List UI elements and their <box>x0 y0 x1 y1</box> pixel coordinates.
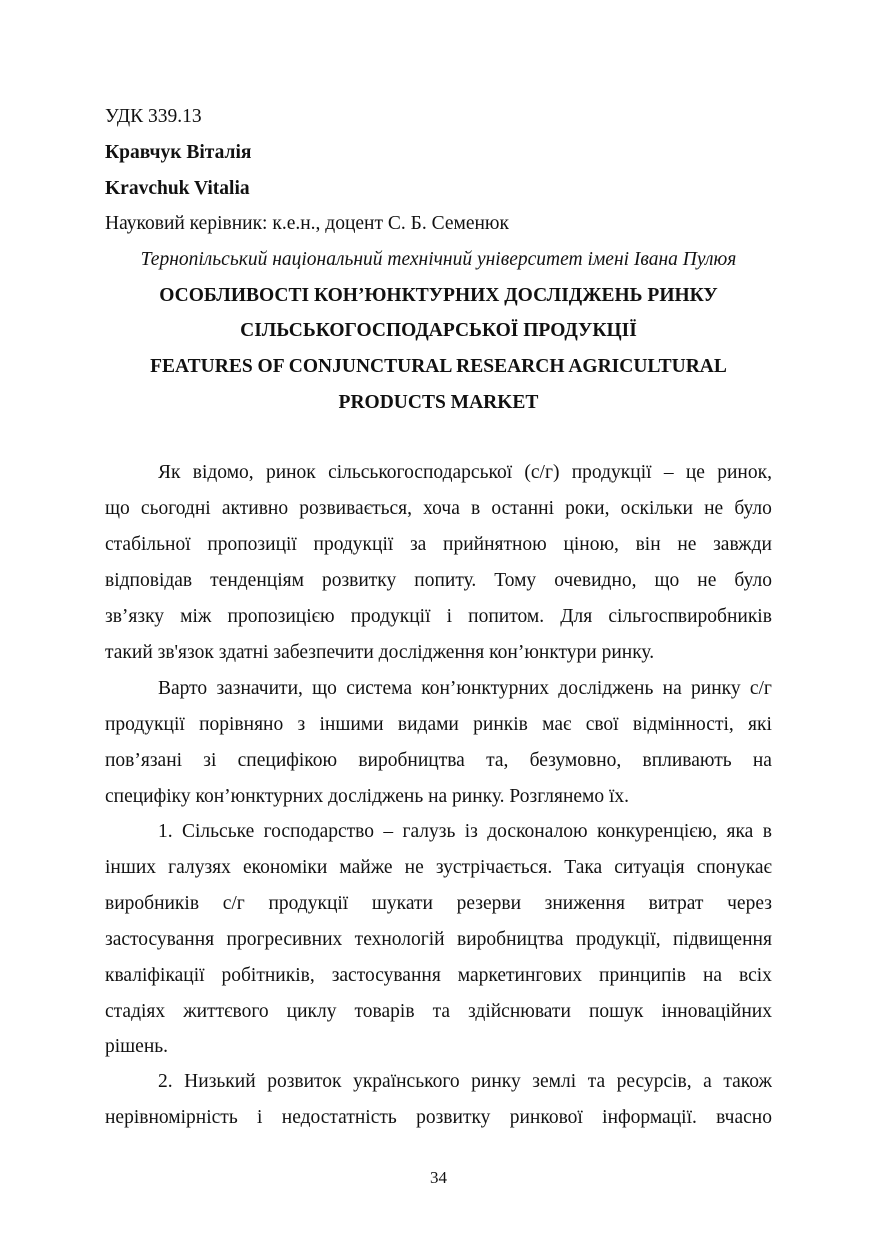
body-line: Як відомо, ринок сільськогосподарської (с/г) продукції – це ринок, <box>158 462 772 483</box>
affiliation: Тернопільський національний технічний університет імені Івана Пулюя <box>140 249 737 270</box>
title-en-line-2: PRODUCTS MARKET <box>338 392 539 413</box>
body-line: кваліфікації робітників, застосування маркетингових принципів на всіх <box>105 964 772 986</box>
body-line: специфіку кон’юнктурних досліджень на ринку. Розглянемо їх. <box>105 785 630 807</box>
udk-code: УДК 339.13 <box>105 106 202 127</box>
body-line: 1. Сільське господарство – галузь із досконалою конкуренцією, яка в <box>158 821 772 842</box>
body-line: що сьогодні активно розвивається, хоча в останні роки, оскільки не було <box>105 497 772 519</box>
title-ua-line-1: ОСОБЛИВОСТІ КОН’ЮНКТУРНИХ ДОСЛІДЖЕНЬ РИНКУ <box>159 285 718 306</box>
page-number: 34 <box>430 1168 447 1187</box>
author-name-ua: Кравчук Віталія <box>105 142 252 163</box>
author-name-en: Kravchuk Vitalia <box>105 178 250 199</box>
body-line: пов’язані зі специфікою виробництва та, безумовно, впливають на <box>105 749 772 771</box>
body-line: стадіях життєвого циклу товарів та здійснювати пошук інноваційних <box>105 1000 772 1022</box>
body-line: Варто зазначити, що система кон’юнктурних досліджень на ринку с/г <box>158 678 772 699</box>
body-line: виробників с/г продукції шукати резерви зниження витрат через <box>105 892 772 914</box>
title-ua-line-2: СІЛЬСЬКОГОСПОДАРСЬКОЇ ПРОДУКЦІЇ <box>240 320 637 341</box>
body-line: інших галузях економіки майже не зустрічається. Така ситуація спонукає <box>105 856 772 878</box>
supervisor-line: Науковий керівник: к.е.н., доцент С. Б. Семенюк <box>105 213 509 234</box>
body-line: продукції порівняно з іншими видами ринків має свої відмінності, які <box>105 713 772 735</box>
body-line: нерівномірність і недостатність розвитку ринкової інформації. вчасно <box>105 1106 772 1128</box>
body-line: зв’язку між пропозицією продукції і попитом. Для сільгоспвиробників <box>105 605 772 627</box>
title-en-line-1: FEATURES OF CONJUNCTURAL RESEARCH AGRICULTURAL <box>150 356 727 377</box>
body-line: відповідав тенденціям розвитку попиту. Тому очевидно, що не було <box>105 569 772 591</box>
body-line: стабільної пропозиції продукції за прийнятною ціною, він не завжди <box>105 533 772 555</box>
body-line: рішень. <box>105 1036 169 1058</box>
body-line: такий зв'язок здатні забезпечити дослідження кон’юнктури ринку. <box>105 641 655 663</box>
body-line: застосування прогресивних технологій виробництва продукції, підвищення <box>105 928 772 950</box>
body-line: 2. Низький розвиток українського ринку землі та ресурсів, а також <box>158 1071 772 1092</box>
